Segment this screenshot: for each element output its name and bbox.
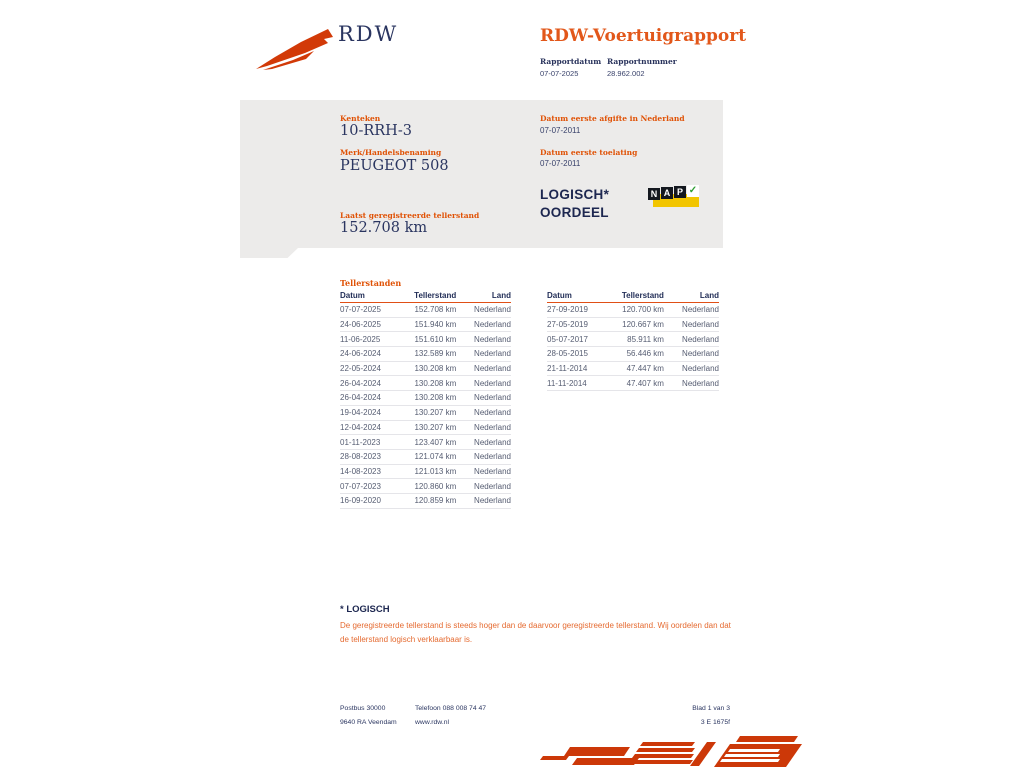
footer-page-number: Blad 1 van 3 <box>692 705 730 712</box>
table-row <box>547 347 719 362</box>
table-row <box>340 347 511 362</box>
cell-tellerstand: 132.589 km <box>414 349 457 359</box>
footer-contact <box>415 702 486 730</box>
cell-datum: 05-07-2017 <box>547 334 588 344</box>
cell-land: Nederland <box>474 437 511 447</box>
footnote-text: De geregistreerde tellerstand is steeds hoger dan de daarvoor geregistreerde tellerstand. Wij oordelen dan dat de tellerstand logisch verklaarbaar is. <box>340 621 731 644</box>
col-header-land: Land <box>699 291 719 300</box>
footer-address <box>340 702 397 730</box>
kenteken-label: Kenteken <box>340 114 381 123</box>
cell-datum: 28-08-2023 <box>340 452 381 462</box>
cell-land: Nederland <box>474 452 511 462</box>
table-row <box>340 479 511 494</box>
footer-website: www.rdw.nl <box>415 719 449 726</box>
cell-tellerstand: 151.940 km <box>414 320 457 330</box>
cell-tellerstand: 152.708 km <box>414 305 457 315</box>
cell-tellerstand: 130.208 km <box>414 364 457 374</box>
cell-datum: 07-07-2023 <box>340 481 381 491</box>
cell-tellerstand: 123.407 km <box>414 437 457 447</box>
table-row <box>340 303 511 318</box>
col-header-tellerstand: Tellerstand <box>414 291 457 300</box>
cell-datum: 19-04-2024 <box>340 408 381 418</box>
col-header-land: Land <box>491 291 511 300</box>
cell-datum: 28-05-2015 <box>547 349 588 359</box>
table-row <box>340 391 511 406</box>
cell-land: Nederland <box>682 320 719 330</box>
oordeel-line1: LOGISCH* <box>540 187 610 202</box>
cell-datum: 01-11-2023 <box>340 437 381 447</box>
cell-datum: 22-05-2024 <box>340 364 381 374</box>
cell-land: Nederland <box>682 364 719 374</box>
cell-land: Nederland <box>682 349 719 359</box>
cell-tellerstand: 130.207 km <box>414 422 457 432</box>
nap-letter-p: P <box>674 186 686 198</box>
table-row <box>547 332 719 347</box>
table-header-row <box>340 290 511 303</box>
cell-land: Nederland <box>474 466 511 476</box>
cell-datum: 26-04-2024 <box>340 378 381 388</box>
cell-tellerstand: 47.407 km <box>626 378 664 388</box>
report-date-label: Rapportdatum <box>540 57 602 66</box>
cell-datum: 27-05-2019 <box>547 320 588 330</box>
cell-datum: 26-04-2024 <box>340 393 381 403</box>
table-row <box>340 465 511 480</box>
rdw-logo-text: RDW <box>338 22 399 46</box>
rdw-stripes-decoration <box>540 736 802 768</box>
cell-datum: 07-07-2025 <box>340 305 381 315</box>
table-row <box>340 435 511 450</box>
tellerstanden-section-title: Tellerstanden <box>340 278 402 288</box>
cell-land: Nederland <box>474 393 511 403</box>
cell-land: Nederland <box>682 378 719 388</box>
footer-page-info <box>630 702 730 730</box>
page-title: RDW-Voertuigrapport <box>540 26 747 46</box>
cell-land: Nederland <box>682 305 719 315</box>
table-body <box>340 303 511 509</box>
table-row <box>547 376 719 391</box>
datum-eerste-toelating-value: 07-07-2011 <box>540 159 581 168</box>
cell-tellerstand: 120.859 km <box>414 496 457 506</box>
table-row <box>340 362 511 377</box>
footer-form-code: 3 E 1675f <box>700 719 730 726</box>
table-row <box>340 332 511 347</box>
cell-land: Nederland <box>474 334 511 344</box>
tellerstanden-table-right <box>547 290 719 391</box>
table-row <box>340 421 511 436</box>
cell-land: Nederland <box>474 364 511 374</box>
footnote-title: * LOGISCH <box>340 604 390 615</box>
cell-tellerstand: 151.610 km <box>414 334 457 344</box>
kenteken-value: 10-RRH-3 <box>340 123 412 139</box>
cell-land: Nederland <box>474 349 511 359</box>
col-header-datum: Datum <box>340 291 365 300</box>
tellerstanden-table-left <box>340 290 511 509</box>
cell-datum: 27-09-2019 <box>547 305 588 315</box>
cell-land: Nederland <box>474 408 511 418</box>
table-row <box>340 494 511 509</box>
table-header-row <box>547 290 719 303</box>
cell-tellerstand: 47.447 km <box>626 364 664 374</box>
footer-address-line2: 9640 RA Veendam <box>340 719 397 726</box>
cell-datum: 14-08-2023 <box>340 466 381 476</box>
nap-logo <box>648 185 700 208</box>
cell-tellerstand: 85.911 km <box>627 334 664 344</box>
laatste-tellerstand-label: Laatst geregistreerde tellerstand <box>340 211 480 220</box>
cell-tellerstand: 130.207 km <box>414 408 457 418</box>
cell-datum: 24-06-2024 <box>340 349 381 359</box>
footer-phone: Telefoon 088 008 74 47 <box>415 705 487 712</box>
cell-datum: 24-06-2025 <box>340 320 381 330</box>
cell-land: Nederland <box>474 481 511 491</box>
table-row <box>547 318 719 333</box>
cell-land: Nederland <box>474 496 511 506</box>
table-row <box>340 318 511 333</box>
report-number-value: 28.962.002 <box>607 69 645 78</box>
col-header-tellerstand: Tellerstand <box>621 291 664 300</box>
merk-label: Merk/Handelsbenaming <box>340 148 442 157</box>
cell-tellerstand: 120.700 km <box>622 305 664 315</box>
table-body <box>547 303 719 391</box>
datum-eerste-afgifte-value: 07-07-2011 <box>540 126 581 135</box>
cell-datum: 12-04-2024 <box>340 422 381 432</box>
report-number-label: Rapportnummer <box>607 57 677 66</box>
footer-address-line1: Postbus 30000 <box>340 705 386 712</box>
col-header-datum: Datum <box>547 291 572 300</box>
cell-datum: 16-09-2020 <box>340 496 381 506</box>
nap-letter-a: A <box>661 187 673 199</box>
oordeel-verdict <box>540 186 609 221</box>
table-row <box>340 376 511 391</box>
laatste-tellerstand-value: 152.708 km <box>340 220 428 236</box>
cell-tellerstand: 120.667 km <box>622 320 664 330</box>
cell-tellerstand: 130.208 km <box>414 378 457 388</box>
rdw-bird-logo-icon <box>253 26 333 72</box>
cell-tellerstand: 121.074 km <box>414 452 457 462</box>
table-row <box>340 450 511 465</box>
vehicle-summary-panel-tab <box>240 248 298 258</box>
nap-letter-n: N <box>648 188 660 200</box>
cell-tellerstand: 56.446 km <box>626 349 664 359</box>
merk-value: PEUGEOT 508 <box>340 158 449 174</box>
datum-eerste-toelating-label: Datum eerste toelating <box>540 148 638 157</box>
cell-tellerstand: 120.860 km <box>414 481 457 491</box>
cell-datum: 11-06-2025 <box>340 334 381 344</box>
report-date-value: 07-07-2025 <box>540 69 579 78</box>
table-row <box>340 406 511 421</box>
cell-land: Nederland <box>474 422 511 432</box>
datum-eerste-afgifte-label: Datum eerste afgifte in Nederland <box>540 114 685 123</box>
cell-land: Nederland <box>474 305 511 315</box>
cell-tellerstand: 130.208 km <box>414 393 457 403</box>
nap-check-icon: ✓ <box>688 185 698 196</box>
cell-land: Nederland <box>682 334 719 344</box>
table-row <box>547 303 719 318</box>
oordeel-line2: OORDEEL <box>540 204 609 220</box>
cell-land: Nederland <box>474 378 511 388</box>
cell-land: Nederland <box>474 320 511 330</box>
cell-datum: 21-11-2014 <box>547 364 588 374</box>
cell-tellerstand: 121.013 km <box>414 466 457 476</box>
cell-datum: 11-11-2014 <box>547 378 587 388</box>
table-row <box>547 362 719 377</box>
